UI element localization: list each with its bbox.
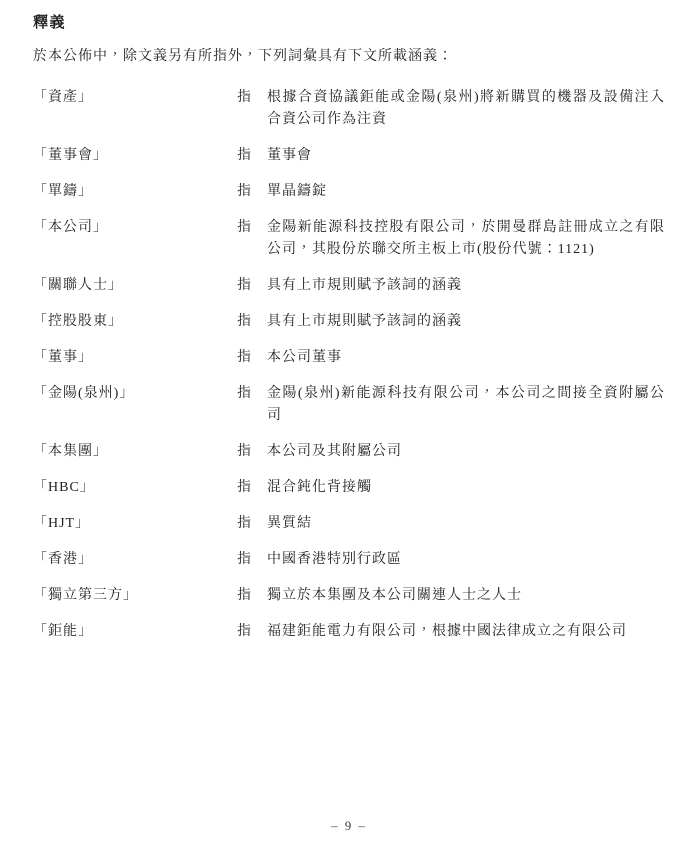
definition-term: 「HBC」 (33, 480, 95, 495)
definition-indicator: 指 (237, 480, 251, 495)
definition-row (33, 513, 665, 535)
definition-indicator: 指 (237, 314, 251, 329)
definition-row (33, 311, 665, 333)
definition-text: 福建鉅能電力有限公司，根據中國法律成立之有限公司 (267, 624, 627, 639)
definition-term: 「控股股東」 (33, 314, 123, 329)
definition-text: 異質結 (267, 516, 312, 531)
definition-text: 金陽新能源科技控股有限公司，於開曼群島註冊成立之有限公司，其股份於聯交所主板上市(股份代號：1121) (267, 220, 665, 257)
definition-text: 金陽(泉州)新能源科技有限公司，本公司之間接全資附屬公司 (267, 386, 665, 423)
definition-row (33, 181, 665, 203)
definition-indicator: 指 (237, 444, 251, 459)
definition-term: 「金陽(泉州)」 (33, 386, 135, 401)
definition-text: 具有上市規則賦予該詞的涵義 (267, 278, 462, 293)
definition-term: 「資產」 (33, 90, 93, 105)
definition-row (33, 275, 665, 297)
definition-row (33, 621, 665, 643)
definition-row (33, 441, 665, 463)
definition-text: 本公司及其附屬公司 (267, 444, 402, 459)
definition-text: 單晶鑄錠 (267, 184, 327, 199)
definition-row (33, 87, 665, 131)
definition-indicator: 指 (237, 552, 251, 567)
definition-indicator: 指 (237, 220, 251, 235)
definition-text: 獨立於本集團及本公司關連人士之人士 (267, 588, 522, 603)
definition-term: 「獨立第三方」 (33, 588, 138, 603)
definition-text: 中國香港特別行政區 (267, 552, 402, 567)
definition-indicator: 指 (237, 624, 251, 639)
definitions-list (33, 87, 665, 643)
page-title: 釋義 (33, 15, 67, 31)
definition-row (33, 477, 665, 499)
definition-indicator: 指 (237, 148, 251, 163)
definition-row (33, 217, 665, 261)
definition-indicator: 指 (237, 350, 251, 365)
definition-term: 「董事」 (33, 350, 93, 365)
page-number: – 9 – (331, 818, 367, 833)
definition-row (33, 383, 665, 427)
definition-term: 「關聯人士」 (33, 278, 123, 293)
definition-indicator: 指 (237, 386, 251, 401)
definition-row (33, 585, 665, 607)
definition-row (33, 145, 665, 167)
intro-text: 於本公佈中，除文義另有所指外，下列詞彙具有下文所載涵義： (33, 49, 453, 64)
definition-term: 「鉅能」 (33, 624, 93, 639)
definition-text: 根據合資協議鉅能或金陽(泉州)將新購買的機器及設備注入合資公司作為注資 (267, 90, 665, 127)
definition-text: 具有上市規則賦予該詞的涵義 (267, 314, 462, 329)
definition-indicator: 指 (237, 184, 251, 199)
definition-term: 「本公司」 (33, 220, 108, 235)
definition-term: 「HJT」 (33, 516, 91, 531)
definition-indicator: 指 (237, 516, 251, 531)
definition-indicator: 指 (237, 90, 251, 105)
definition-indicator: 指 (237, 588, 251, 603)
definition-indicator: 指 (237, 278, 251, 293)
definition-text: 混合鈍化背接觸 (267, 480, 372, 495)
definition-row (33, 549, 665, 571)
definition-text: 董事會 (267, 148, 312, 163)
definition-text: 本公司董事 (267, 350, 342, 365)
definition-term: 「本集團」 (33, 444, 108, 459)
definition-row (33, 347, 665, 369)
definition-term: 「單鑄」 (33, 184, 93, 199)
definition-term: 「董事會」 (33, 148, 108, 163)
page-footer (0, 818, 698, 834)
definition-term: 「香港」 (33, 552, 93, 567)
